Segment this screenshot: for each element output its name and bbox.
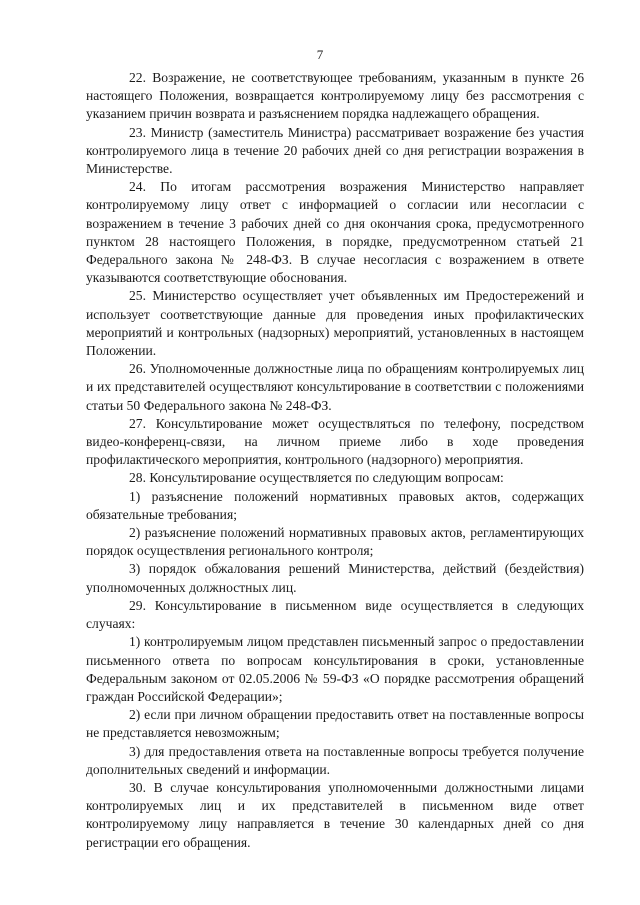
- paragraph-24: 24. По итогам рассмотрения возражения Министерство направляет контролируемому лицу ответ с информацией о согласии или несогласии с возражением в течение 3 рабочих дней со дня окончания срока, предусмотренного пунктом 28 настоящего Положения, в порядке, предусмотренном статьей 21 Федерального закона № 248-ФЗ. В случае несогласия с возражением в ответе указываются соответствующие обоснования.: [86, 179, 584, 286]
- paragraph-30: 30. В случае консультирования уполномоченными должностными лицами контролируемых лиц и их представителей в письменном виде ответ контролируемому лицу направляется в течение 30 календарных дней со дня регистрации его обращения.: [86, 779, 584, 850]
- paragraph-28: 28. Консультирование осуществляется по следующим вопросам:: [129, 470, 504, 486]
- paragraph-28-item-1: 1) разъяснение положений нормативных правовых актов, содержащих обязательные требования;: [86, 488, 584, 522]
- paragraph-28-item-2: 2) разъяснение положений нормативных правовых актов, регламентирующих порядок осуществления регионального контроля;: [86, 525, 584, 559]
- paragraph-25: 25. Министерство осуществляет учет объявленных им Предостережений и использует соответствующие данные для проведения иных профилактических мероприятий и контрольных (надзорных) мероприятий, установленных в настоящем Положении.: [86, 288, 584, 359]
- page-number: 7: [316, 47, 324, 62]
- paragraph-29-item-3: 3) для предоставления ответа на поставленные вопросы требуется получение дополнительных сведений и информации.: [86, 743, 584, 777]
- paragraph-29: 29. Консультирование в письменном виде осуществляется в следующих случаях:: [86, 597, 584, 632]
- paragraph-26: 26. Уполномоченные должностные лица по обращениям контролируемых лиц и их представителей осуществляют консультирование в соответствии с положениями статьи 50 Федерального закона № 248-ФЗ.: [86, 361, 584, 413]
- paragraph-29-item-1: 1) контролируемым лицом представлен письменный запрос о предоставлении письменного ответа по вопросам консультирования в сроки, установленные Федеральным законом от 02.05.2006 № 59-ФЗ «О порядке рассмотрения обращений граждан Российской Федерации»;: [86, 634, 584, 704]
- paragraph-23: 23. Министр (заместитель Министра) рассматривает возражение без участия контролируемого лица в течение 20 рабочих дней со дня регистрации возражения в Министерстве.: [86, 124, 584, 177]
- paragraph-27: 27. Консультирование может осуществляться по телефону, посредством видео-конференц-связи, на личном приеме либо в ходе проведения профилактического мероприятия, контрольного (надзорного) мероприятия.: [86, 415, 584, 468]
- paragraph-28-item-3: 3) порядок обжалования решений Министерства, действий (бездействия) уполномоченных должностных лиц.: [86, 561, 584, 595]
- document-body: [86, 69, 584, 852]
- paragraph-22: 22. Возражение, не соответствующее требованиям, указанным в пункте 26 настоящего Положения, возвращается контролируемому лицу без рассмотрения с указанием причин возврата и разъяснением порядка надлежащего обращения.: [86, 70, 584, 122]
- paragraph-29-item-2: 2) если при личном обращении предоставить ответ на поставленные вопросы не представляется невозможным;: [86, 707, 584, 741]
